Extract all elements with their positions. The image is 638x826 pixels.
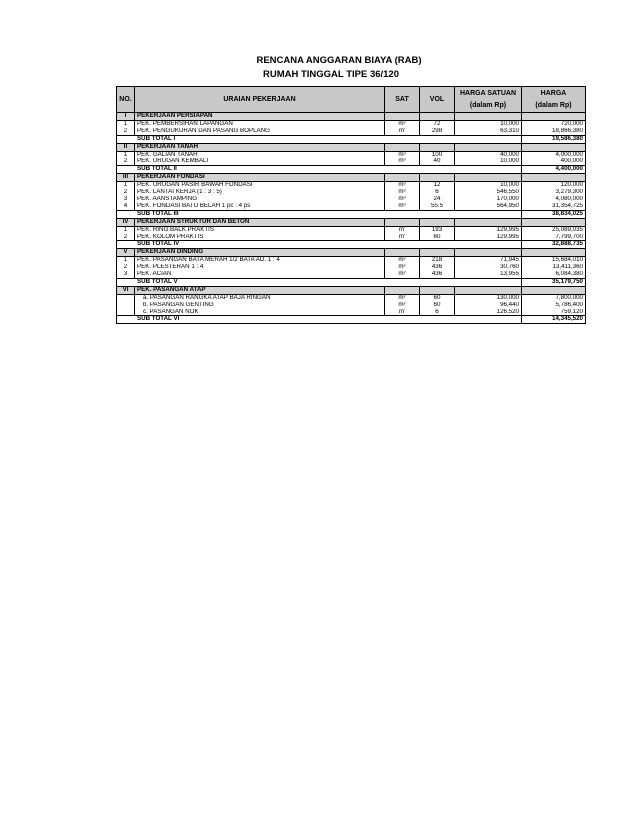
table-row [117,257,586,264]
item-unit-price: 10,000 [455,158,522,165]
item-total: 5,786,400 [522,302,586,309]
table-row [117,189,586,196]
item-total: 7,800,000 [522,294,586,301]
item-unit-price: 130,000 [455,294,522,301]
subtotal-value: 14,345,520 [522,316,586,324]
table-row [117,196,586,203]
item-unit: m³ [385,203,420,210]
item-description: PEK. KOLOM PRAKTIS [135,234,385,241]
subtotal-label: SUB TOTAL V [117,278,522,286]
item-volume: 24 [420,196,455,203]
document-subtitle: RUMAH TINGGAL TIPE 36/120 [262,69,400,80]
section-blank [455,286,522,294]
item-total: 13,411,360 [522,264,586,271]
subtotal-row [117,166,586,174]
item-unit-price: 126,520 [455,309,522,316]
item-unit: m² [385,302,420,309]
table-row [117,294,586,301]
section-title: PEKERJAAN DINDING [135,249,385,257]
table-row [117,158,586,165]
item-unit: m² [385,264,420,271]
item-number: 1 [117,226,135,233]
table-row [117,302,586,309]
item-unit-price: 71,945 [455,257,522,264]
item-description: PEK. LANTAI KERJA (1 : 3 : 5) [135,189,385,196]
document-title: RENCANA ANGGARAN BIAYA (RAB) [256,55,422,66]
item-total: 15,684,010 [522,257,586,264]
section-title: PEKERJAAN FONDASI [135,174,385,182]
item-volume: 72 [420,120,455,127]
section-title: PEK. PASANGAN ATAP [135,286,385,294]
subtotal-value: 4,400,000 [522,166,586,174]
item-volume: 193 [420,226,455,233]
item-description: a. PASANGAN RANGKA ATAP BAJA RINGAN [135,294,385,301]
item-volume: 298 [420,128,455,135]
item-number: 1 [117,151,135,158]
item-total: 720,000 [522,120,586,127]
section-blank [420,113,455,121]
item-total: 7,799,700 [522,234,586,241]
item-unit: m³ [385,196,420,203]
table-row [117,128,586,135]
subtotal-value: 35,179,750 [522,278,586,286]
item-number: 1 [117,257,135,264]
section-header-row [117,113,586,121]
section-blank [455,249,522,257]
item-number: 1 [117,182,135,189]
item-total: 4,080,000 [522,196,586,203]
header-harga-satuan-unit: (dalam Rp) [455,100,522,113]
header-uraian: URAIAN PEKERJAAN [135,87,385,113]
section-number: III [117,174,135,182]
item-unit: m³ [385,182,420,189]
table-row [117,151,586,158]
rab-table [116,86,586,324]
item-description: PEK. PLESTERAN 1 : 4 [135,264,385,271]
item-unit-price: 129,995 [455,234,522,241]
section-blank [455,218,522,226]
item-unit: m³ [385,151,420,158]
item-description: PEK. RING BALK PRAKTIS [135,226,385,233]
header-vol: VOL [420,87,455,113]
item-number [117,302,135,309]
section-title: PEKERJAAN TANAH [135,143,385,151]
item-total: 3,279,300 [522,189,586,196]
item-description: PEK. AANSTAMPING [135,196,385,203]
item-volume: 60 [420,234,455,241]
section-blank [420,218,455,226]
section-number: I [117,113,135,121]
section-header-row [117,143,586,151]
table-row [117,226,586,233]
item-description: PEK. PENGUKURAN DAN PASANG BOPLANG [135,128,385,135]
item-unit-price: 30,760 [455,264,522,271]
item-volume: 436 [420,264,455,271]
table-row [117,203,586,210]
item-unit-price: 40,000 [455,151,522,158]
item-total: 400,000 [522,158,586,165]
item-description: PEK. ACIAN [135,271,385,278]
item-unit: m² [385,257,420,264]
table-row [117,271,586,278]
section-header-row [117,249,586,257]
item-unit: m' [385,309,420,316]
item-volume: 40 [420,158,455,165]
item-number: 1 [117,120,135,127]
header-no: NO. [117,87,135,113]
item-unit: m' [385,128,420,135]
item-number: 4 [117,203,135,210]
subtotal-label: SUB TOTAL I [117,135,522,143]
item-unit: m' [385,226,420,233]
item-number: 2 [117,158,135,165]
item-total: 18,866,380 [522,128,586,135]
section-blank [385,143,420,151]
item-unit-price: 129,995 [455,226,522,233]
subtotal-row [117,316,586,324]
item-volume: 6 [420,189,455,196]
section-header-row [117,174,586,182]
item-unit-price: 10,000 [455,182,522,189]
section-header-row [117,218,586,226]
section-blank [420,143,455,151]
item-number [117,294,135,301]
section-title: PEKERJAAN PERSIAPAN [135,113,385,121]
item-total: 120,000 [522,182,586,189]
item-number [117,309,135,316]
item-unit-price: 63,310 [455,128,522,135]
subtotal-label: SUB TOTAL II [117,166,522,174]
section-blank [385,174,420,182]
item-volume: 60 [420,294,455,301]
table-row [117,264,586,271]
item-unit: m² [385,294,420,301]
subtotal-value: 38,834,025 [522,210,586,218]
item-volume: 218 [420,257,455,264]
item-unit-price: 546,550 [455,189,522,196]
item-number: 2 [117,264,135,271]
item-unit-price: 564,950 [455,203,522,210]
section-blank [455,143,522,151]
item-unit-price: 13,955 [455,271,522,278]
item-description: PEK. URUGAN PASIR BAWAH FONDASI [135,182,385,189]
item-volume: 6 [420,309,455,316]
section-blank [385,286,420,294]
section-blank [420,286,455,294]
section-blank [385,249,420,257]
item-unit: m³ [385,158,420,165]
section-title: PEKERJAAN STRUKTUR DAN BETON [135,218,385,226]
section-blank [522,286,586,294]
item-description: PEK. FONDASI BATU BELAH 1 pc : 4 ps [135,203,385,210]
item-number: 2 [117,128,135,135]
item-unit: m² [385,271,420,278]
item-description: PEK. URUGAN KEMBALI [135,158,385,165]
subtotal-row [117,241,586,249]
section-blank [385,218,420,226]
subtotal-label: SUB TOTAL IV [117,241,522,249]
section-blank [522,218,586,226]
section-blank [522,113,586,121]
item-description: b. PASANGAN GENTING [135,302,385,309]
item-description: c. PASANGAN NOK [135,309,385,316]
item-unit-price: 96,440 [455,302,522,309]
header-sat: SAT [385,87,420,113]
item-description: PEK. PASANGAN BATA MERAH 1/2 BATA AD. 1 : 4 [135,257,385,264]
item-total: 4,000,000 [522,151,586,158]
table-row [117,234,586,241]
table-header [117,87,586,113]
section-number: II [117,143,135,151]
item-volume: 100 [420,151,455,158]
subtotal-row [117,135,586,143]
section-blank [455,174,522,182]
subtotal-value: 32,888,735 [522,241,586,249]
header-harga: HARGA [522,87,586,101]
subtotal-row [117,210,586,218]
subtotal-label: SUB TOTAL VI [117,316,522,324]
item-number: 3 [117,271,135,278]
section-blank [522,143,586,151]
section-blank [522,174,586,182]
item-unit-price: 10,000 [455,120,522,127]
item-description: PEK. GALIAN TANAH [135,151,385,158]
header-harga-satuan: HARGA SATUAN [455,87,522,101]
table-body [117,113,586,324]
item-total: 31,354,725 [522,203,586,210]
section-header-row [117,286,586,294]
item-number: 2 [117,189,135,196]
item-number: 3 [117,196,135,203]
item-unit-price: 170,000 [455,196,522,203]
subtotal-value: 19,586,380 [522,135,586,143]
section-number: VI [117,286,135,294]
section-blank [455,113,522,121]
section-number: IV [117,218,135,226]
item-total: 759,120 [522,309,586,316]
subtotal-label: SUB TOTAL III [117,210,522,218]
header-harga-unit: (dalam Rp) [522,100,586,113]
section-blank [420,249,455,257]
section-blank [522,249,586,257]
item-description: PEK. PEMBERSIHAN LAPANGAN [135,120,385,127]
item-volume: 55.5 [420,203,455,210]
item-number: 2 [117,234,135,241]
item-unit: m³ [385,189,420,196]
item-total: 6,084,380 [522,271,586,278]
item-volume: 12 [420,182,455,189]
table-row [117,309,586,316]
item-unit: m' [385,234,420,241]
item-total: 25,089,035 [522,226,586,233]
item-volume: 436 [420,271,455,278]
table-row [117,120,586,127]
table-row [117,182,586,189]
section-blank [420,174,455,182]
item-unit: m² [385,120,420,127]
item-volume: 60 [420,302,455,309]
subtotal-row [117,278,586,286]
section-number: V [117,249,135,257]
section-blank [385,113,420,121]
